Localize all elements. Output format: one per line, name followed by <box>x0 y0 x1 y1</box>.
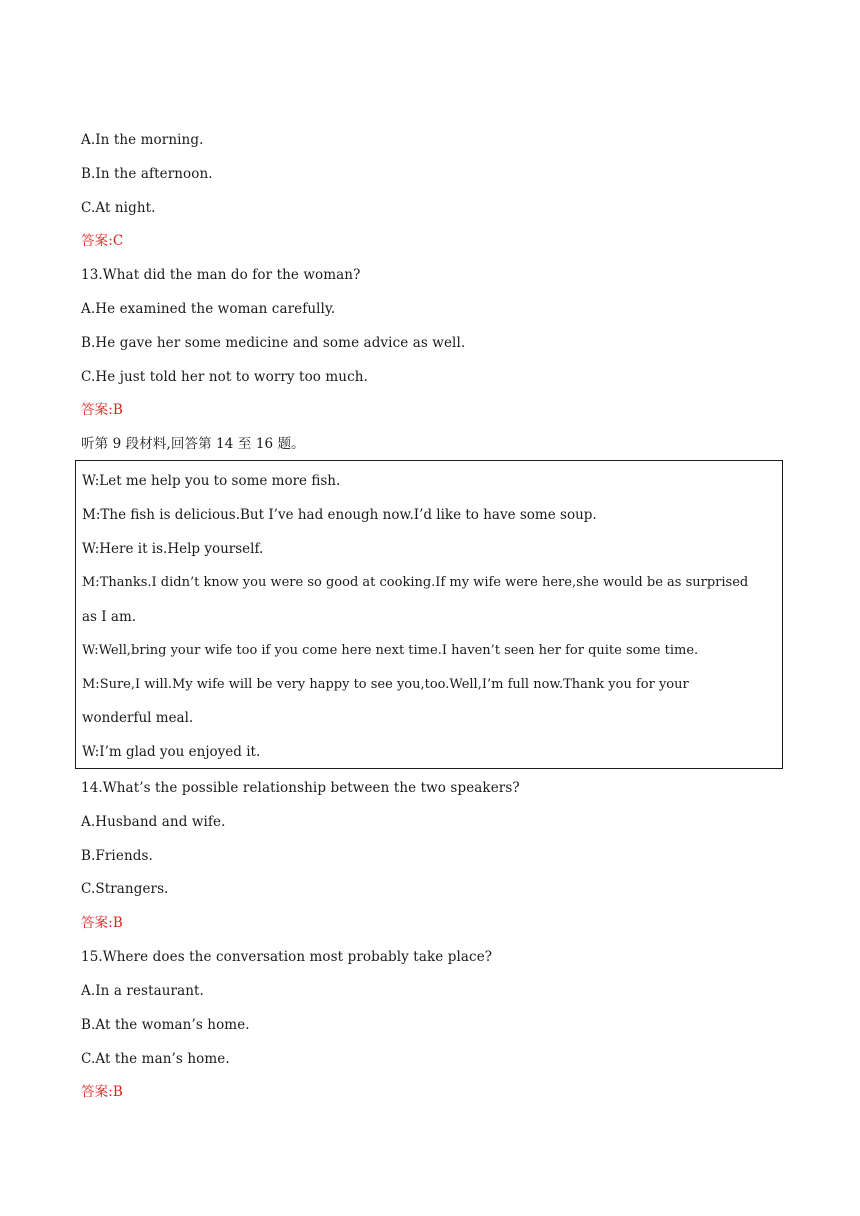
q12-answer: 答案:C <box>81 233 124 249</box>
dialog-line: M:Thanks.I didn’t know you were so good at cooking.If my wife were here,she would be as surprised <box>82 575 749 590</box>
q12-option-a: A.In the morning. <box>81 132 204 148</box>
dialog-transcript-box <box>75 460 783 769</box>
dialog-line: wonderful meal. <box>82 710 194 726</box>
q15-option-b: B.At the woman’s home. <box>81 1017 250 1033</box>
dialog-line: W:Well,bring your wife too if you come here next time.I haven’t seen her for quite some time. <box>82 643 699 658</box>
dialog-line: W:Let me help you to some more fish. <box>82 473 341 489</box>
q13-option-a: A.He examined the woman carefully. <box>81 301 336 317</box>
q14-option-c: C.Strangers. <box>81 881 169 897</box>
dialog-line: as I am. <box>82 609 137 625</box>
q14-question: 14.What’s the possible relationship between the two speakers? <box>81 780 520 796</box>
q14-answer: 答案:B <box>81 915 123 931</box>
q14-option-a: A.Husband and wife. <box>81 814 226 830</box>
dialog-line: W:Here it is.Help yourself. <box>82 541 264 557</box>
q12-option-b: B.In the afternoon. <box>81 166 213 182</box>
q14-option-b: B.Friends. <box>81 848 153 864</box>
q15-question: 15.Where does the conversation most probably take place? <box>81 949 493 965</box>
q15-option-c: C.At the man’s home. <box>81 1051 230 1067</box>
dialog-line: W:I’m glad you enjoyed it. <box>82 744 261 760</box>
q13-option-c: C.He just told her not to worry too much. <box>81 369 368 385</box>
q13-question: 13.What did the man do for the woman? <box>81 267 361 283</box>
dialog-line: M:The fish is delicious.But I’ve had enough now.I’d like to have some soup. <box>82 507 597 523</box>
q13-answer: 答案:B <box>81 402 123 418</box>
q15-option-a: A.In a restaurant. <box>81 983 204 999</box>
q13-option-b: B.He gave her some medicine and some advice as well. <box>81 335 466 351</box>
q12-option-c: C.At night. <box>81 200 156 216</box>
section-intro: 听第 9 段材料,回答第 14 至 16 题。 <box>81 436 305 452</box>
q15-answer: 答案:B <box>81 1084 123 1100</box>
dialog-line: M:Sure,I will.My wife will be very happy to see you,too.Well,I’m full now.Thank you for your <box>82 677 689 692</box>
